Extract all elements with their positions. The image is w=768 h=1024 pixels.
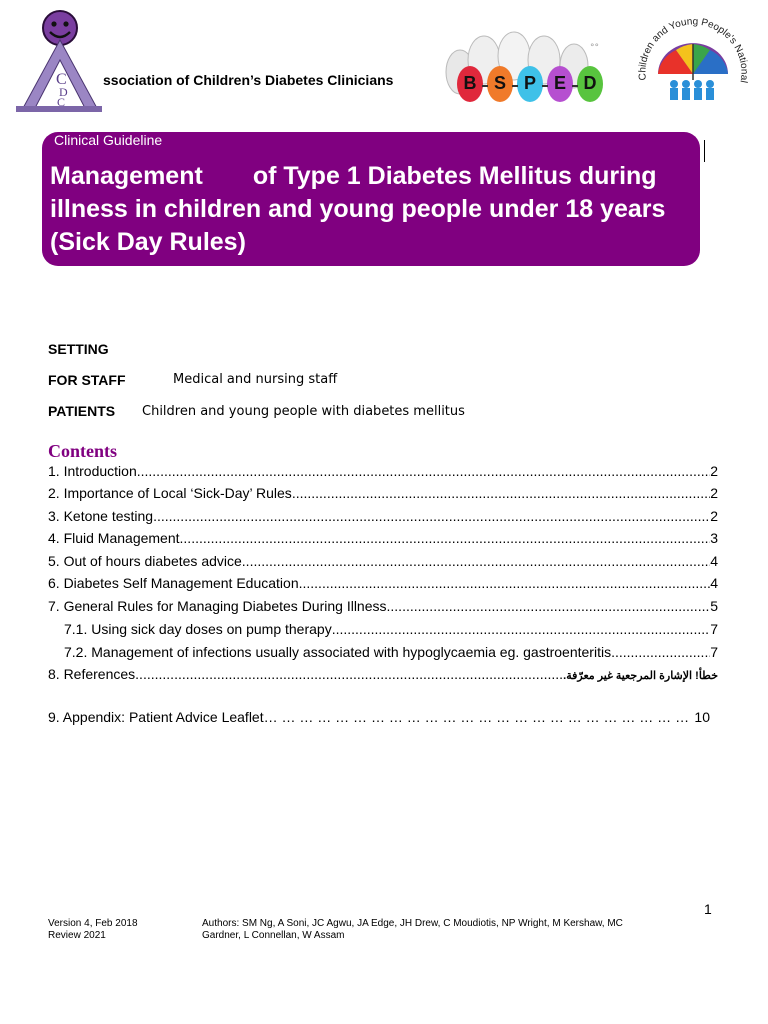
toc-entry-title: 3. Ketone testing: [48, 508, 154, 524]
network-logo: [630, 10, 756, 128]
toc-entry-title: 8. References: [48, 666, 136, 682]
setting-label: SETTING: [48, 341, 109, 357]
patients-label: PATIENTS: [48, 403, 116, 419]
bsped-letter: S: [493, 73, 506, 93]
bsped-letter: E: [553, 73, 566, 93]
toc-leader: [387, 598, 711, 614]
toc-entry-page: 2: [710, 463, 718, 479]
toc-entry[interactable]: [48, 508, 718, 528]
toc-entry[interactable]: [48, 666, 718, 686]
toc-entry[interactable]: [48, 463, 718, 483]
svg-text:D: D: [59, 85, 68, 99]
title-part-2: of Type 1 Diabetes Mellitus during illness in children and young people under 18 years (Sick Day Rules): [50, 162, 666, 256]
toc-leader: [264, 709, 695, 725]
svg-text:C: C: [56, 71, 67, 88]
toc-leader: [180, 530, 711, 546]
toc-leader: [242, 553, 710, 569]
toc-entry-title: 2. Importance of Local ‘Sick-Day’ Rules: [48, 485, 292, 501]
patients-value: Children and young people with diabetes mellitus: [142, 404, 465, 419]
footer-version: Version 4, Feb 2018: [48, 918, 138, 929]
toc-entry-page: 2: [710, 508, 718, 524]
guideline-title: [50, 160, 690, 259]
contents-heading: Contents: [48, 441, 118, 461]
toc-entry-page-error: خطأ! الإشارة المرجعية غير معرّفة.: [563, 670, 718, 682]
toc-leader: [135, 666, 563, 682]
page-number: 1: [704, 901, 712, 917]
toc-subentry[interactable]: [64, 621, 718, 641]
staff-value: Medical and nursing staff: [173, 372, 338, 387]
bsped-logo: [440, 30, 620, 110]
footer-authors-continued: Gardner, L Connellan, W Assam: [202, 930, 345, 941]
footer-review: Review 2021: [48, 930, 106, 941]
toc-entry[interactable]: [48, 575, 718, 595]
svg-text:C: C: [57, 95, 66, 109]
toc-entry-title: 7. General Rules for Managing Diabetes During Illness: [48, 598, 387, 614]
toc-entry-title: 7.1. Using sick day doses on pump therapy: [64, 621, 332, 637]
toc-entry-page: 7: [710, 644, 718, 660]
bsped-letter: P: [523, 73, 536, 93]
toc-entry[interactable]: [48, 553, 718, 573]
svg-text:°°: °°: [590, 43, 599, 53]
toc-entry[interactable]: [48, 485, 718, 505]
bsped-letter: D: [583, 73, 597, 93]
toc-leader: [137, 463, 710, 479]
toc-entry-page: 3: [710, 530, 718, 546]
toc-leader: [153, 508, 710, 524]
bsped-letter: B: [463, 73, 477, 93]
toc-entry-page: 5: [710, 598, 718, 614]
toc-entry-page: 4: [710, 575, 718, 591]
toc-subentry[interactable]: [64, 644, 718, 664]
toc-entry[interactable]: [48, 598, 718, 618]
toc-entry[interactable]: [48, 530, 718, 550]
toc-entry-title: 4. Fluid Management: [48, 530, 180, 546]
toc-entry-title: 6. Diabetes Self Management Education: [48, 575, 299, 591]
toc-entry-page: 4: [710, 553, 718, 569]
toc-leader: [299, 575, 711, 591]
network-logo-text: Children and Young People's National: [637, 16, 750, 84]
staff-label: FOR STAFF: [48, 372, 126, 388]
toc-leader: [292, 485, 710, 501]
toc-entry-page: 10: [694, 709, 710, 725]
accd-association-name: ssociation of Children’s Diabetes Clinicians: [103, 72, 394, 88]
text-cursor-mark: [704, 140, 705, 162]
toc-entry-page: 7: [710, 621, 718, 637]
toc-entry-title: 1. Introduction: [48, 463, 137, 479]
toc-leader: [611, 644, 710, 660]
banner-label: Clinical Guideline: [54, 132, 163, 148]
title-part-1: Management: [50, 162, 203, 190]
accd-logo: [12, 10, 102, 114]
toc-entry[interactable]: [48, 709, 710, 729]
footer-authors: Authors: SM Ng, A Soni, JC Agwu, JA Edge, JH Drew, C Moudiotis, NP Wright, M Kershaw, MC: [202, 918, 623, 929]
toc-entry-title: 7.2. Management of infections usually associated with hypoglycaemia eg. gastroenteritis: [64, 644, 612, 660]
toc-entry-title: 5. Out of hours diabetes advice: [48, 553, 242, 569]
toc-leader: [332, 621, 711, 637]
toc-entry-page: 2: [710, 485, 718, 501]
toc-entry-title: 9. Appendix: Patient Advice Leaflet: [48, 709, 264, 725]
guideline-banner: [42, 132, 700, 266]
